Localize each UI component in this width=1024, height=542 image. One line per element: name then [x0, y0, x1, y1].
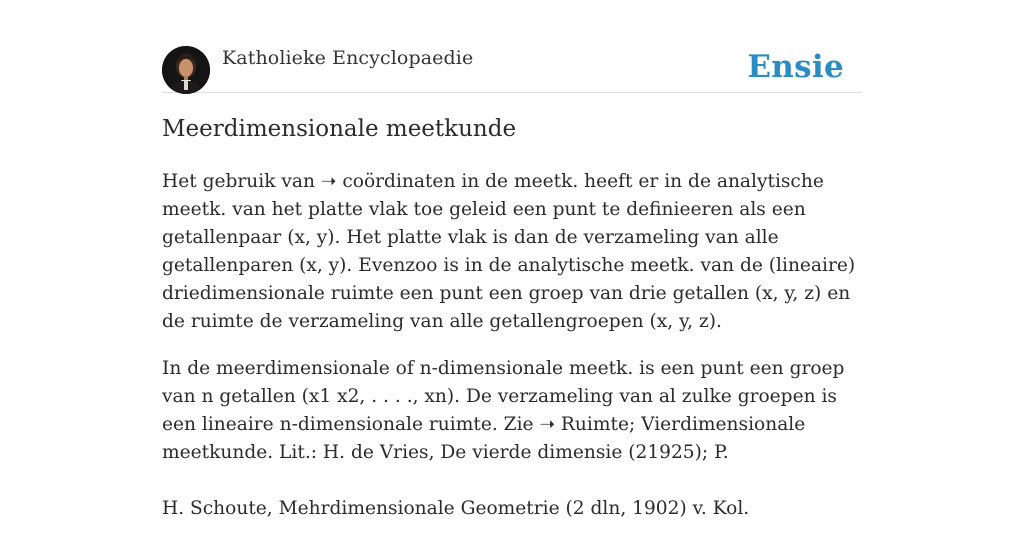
paragraph: Het gebruik van ➝ coördinaten in de meetk. heeft er in de analytische meetk. van het platte vlak toe geleid een punt te definieeren als een getallenpaar (x, y). Het platte vlak is dan de verzameling van alle getallenparen (x, y). Evenzoo is in de analytische meetk. van de (lineaire) driedimensionale ruimte een punt een groep van drie getallen (x, y, z) en de ruimte de verzameling van alle getallengroepen (x, y, z). [162, 171, 856, 332]
portrait-icon [162, 46, 210, 94]
page-title: Meerdimensionale meetkunde [162, 116, 517, 142]
brand-logo[interactable]: Ensie [747, 49, 844, 85]
site-name[interactable]: Katholieke Encyclopaedie [222, 47, 474, 69]
paragraph: In de meerdimensionale of n-dimensionale meetk. is een punt een groep van n getallen (x1 x2, . . . ., xn). De verzameling van al zulke groepen is een lineaire n-dimensionale ruimte. Zie ➝ Ruimte; Vierdimensionale meetkunde. Lit.: H. de Vries, De vierde dimensie (21925); P. [162, 358, 845, 463]
avatar[interactable] [162, 46, 210, 94]
site-header [162, 46, 862, 93]
paragraph: H. Schoute, Mehrdimensionale Geometrie (2 dln, 1902) v. Kol. [162, 498, 750, 519]
article-body [162, 168, 864, 542]
